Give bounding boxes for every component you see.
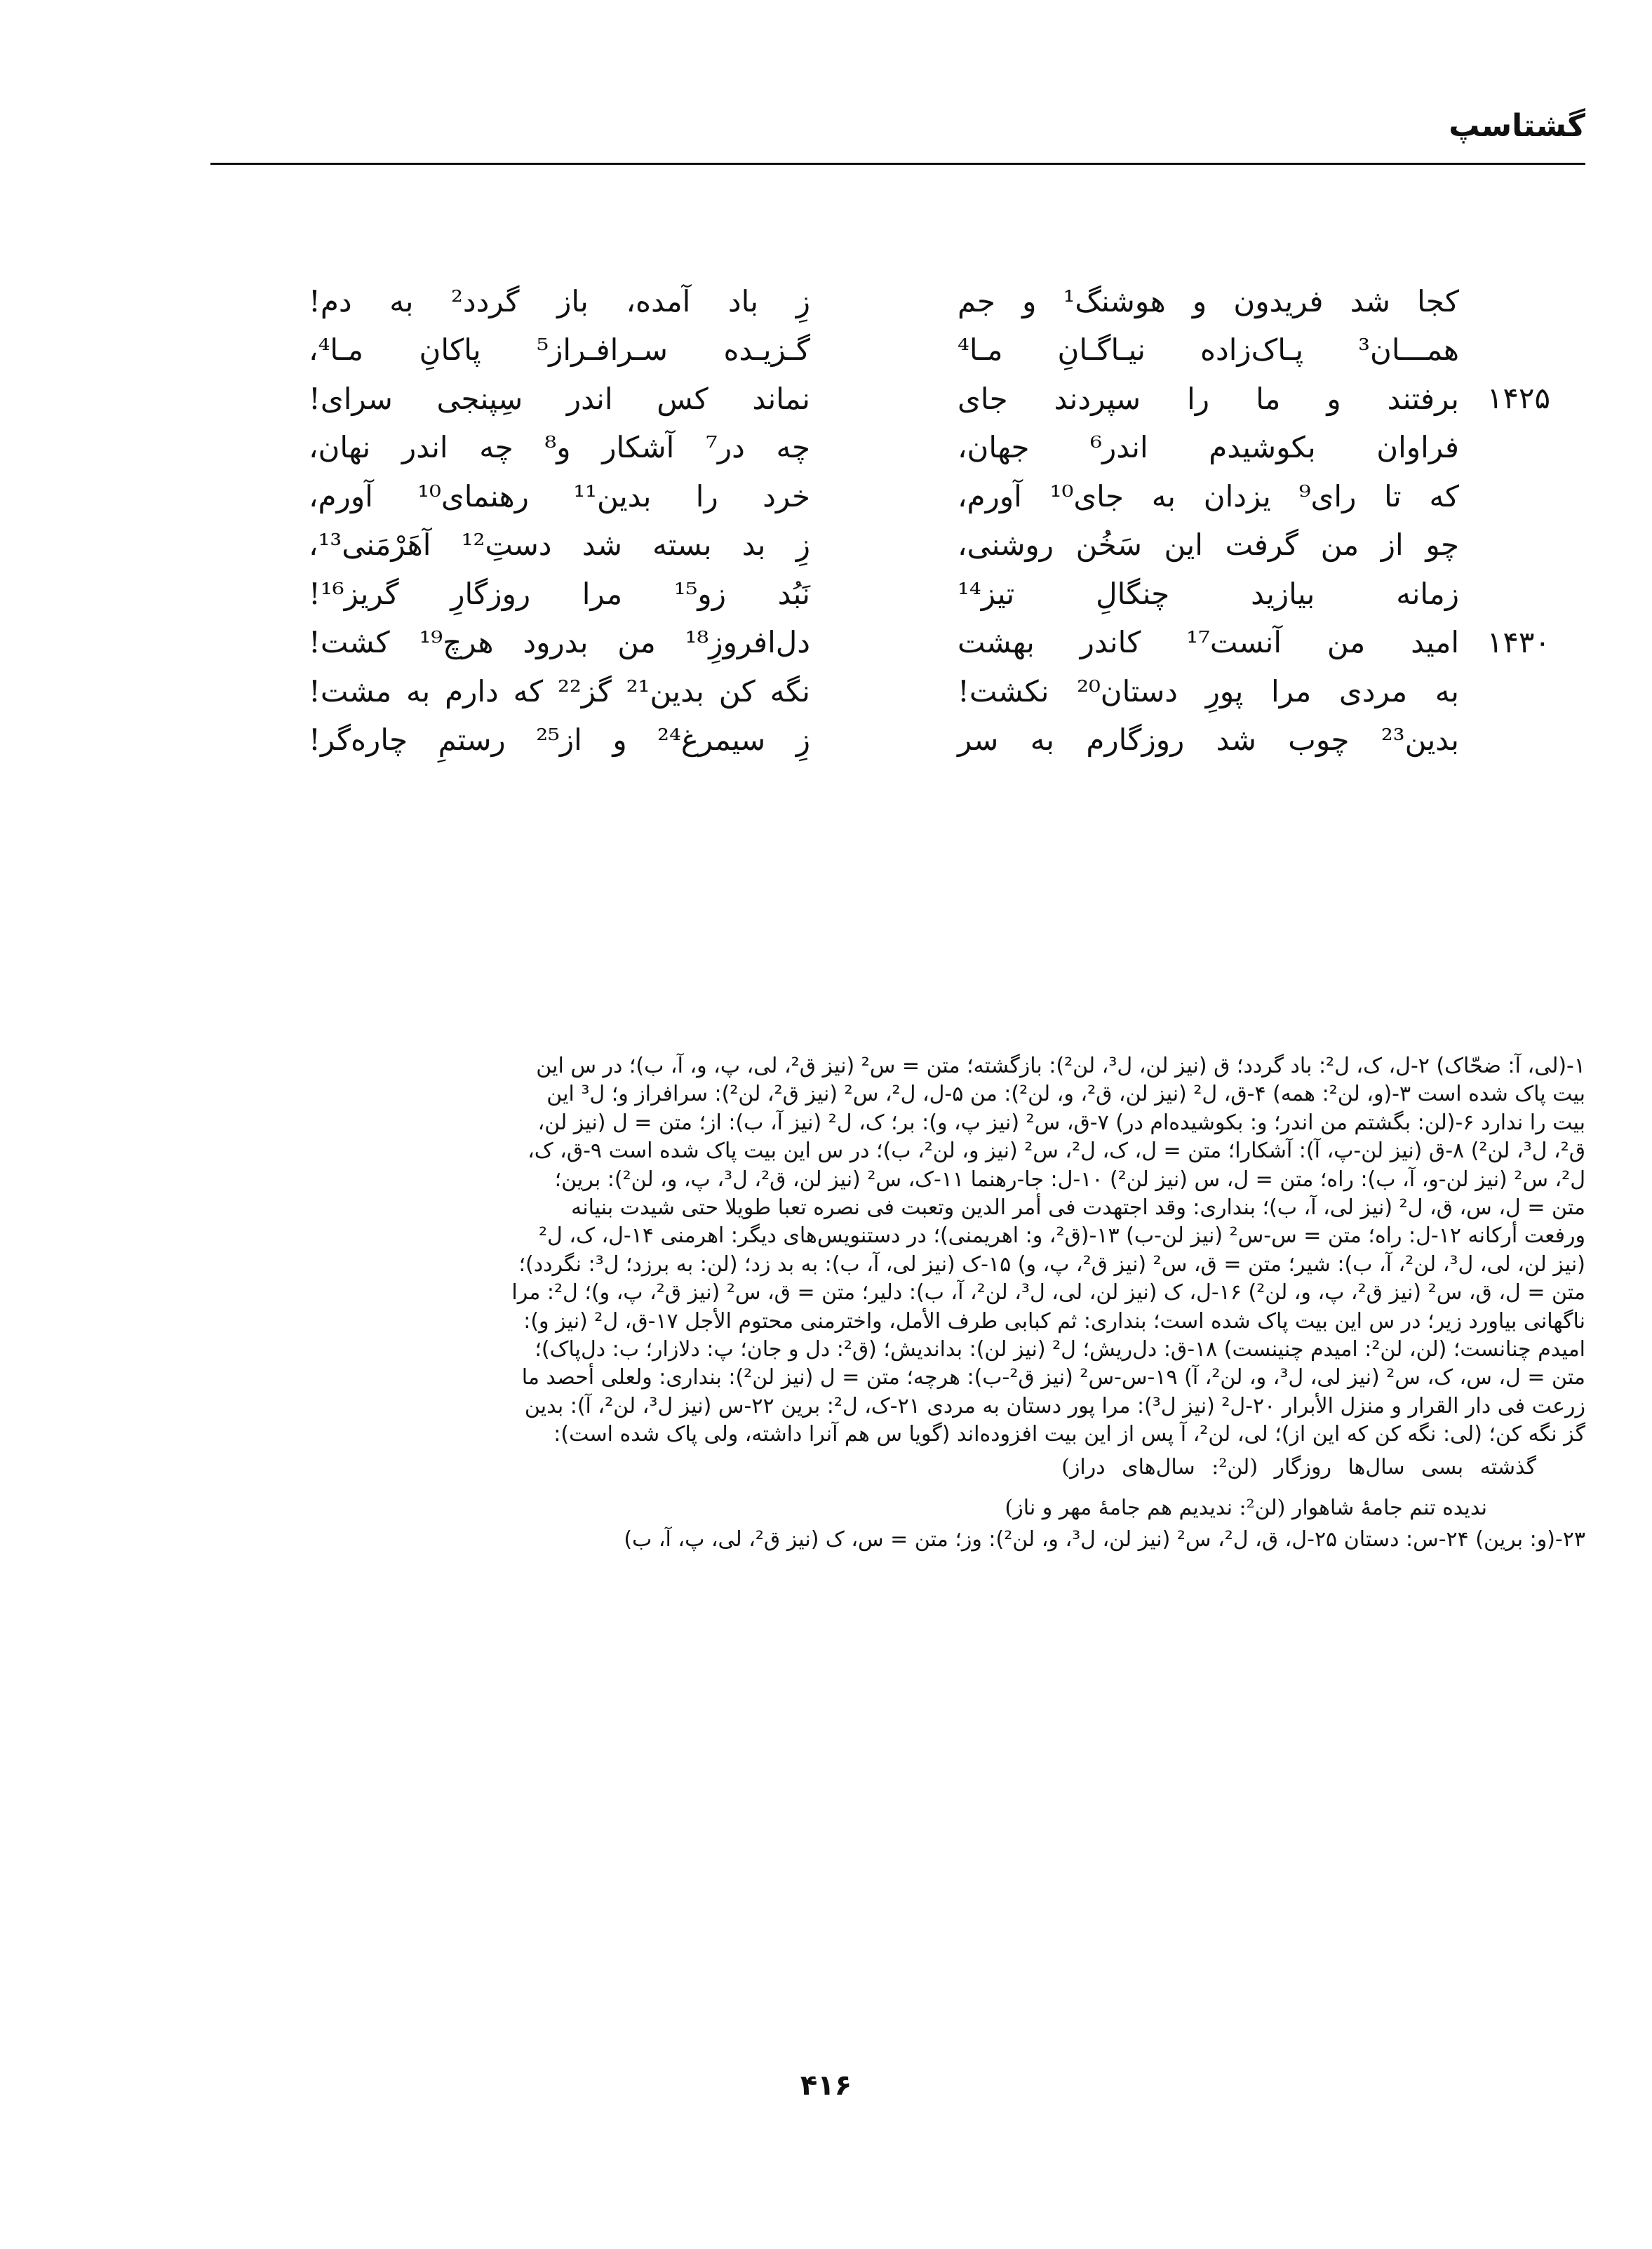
verse-row: [309, 375, 1550, 424]
footnote-line: زرعت فی دار القرار و منزل الأبرار ۲۰-ل² (نیز ل³): مرا پور دستان به مردی ۲۱-ک، ل²: برین ۲۲-س (نیز ل³، لن²، آ): بدین: [524, 1393, 1585, 1418]
hemistich-second: گـزیـده سـرافـراز⁵ پاکانِ مـا⁴،: [309, 333, 810, 368]
footnote-line: گز نگه کن؛ (لی: نگه کن که این از)؛ لی، لن²، آ پس از این بیت افزوده‌اند (گویا س هم آنرا داشته، ولی پاک شده است):: [553, 1422, 1585, 1447]
verse-row: [309, 521, 1459, 570]
verse-row: [309, 716, 1459, 765]
verse-number: ۱۴۳۰: [1486, 624, 1550, 659]
header-rule: [210, 163, 1585, 165]
verse-row: [309, 424, 1459, 473]
verse-row: [309, 277, 1459, 326]
hemistich-second: نگه کن بدین²¹ گز²² که دارم به مشت!: [309, 673, 810, 709]
hemistich-second: خرد را بدین¹¹ رهنمای¹⁰ آورم،: [309, 478, 810, 513]
page-header: [210, 105, 1585, 147]
running-title: گشتاسپ: [1449, 108, 1585, 144]
hemistich-first: چو از من گرفت این سَخُن روشنی،: [958, 528, 1459, 563]
footnote-line: ۲۳-(و: برین) ۲۴-س: دستان ۲۵-ل، ق، ل²، س² (نیز لن، ل³، و، لن²): وز؛ متن = س، ک (نیز ق²، لی، پ، آ، ب): [624, 1526, 1585, 1552]
footnote-line: بیت پاک شده است ۳-(و، لن²: همه) ۴-ق، ل² (نیز لن، ق²، و، لن²): من ۵-ل، ل²، س² (نیز ق²، لن²): سرافراز و؛ ل³ این: [546, 1082, 1585, 1107]
hemistich-second: دل‌افروزِ¹⁸ من بدرود هرچ¹⁹ کشت!: [309, 625, 810, 660]
footnote-line: ورفعت أرکانه ۱۲-ل: راه؛ متن = س-س² (نیز لن-ب) ۱۳-(ق²، و: اهریمنی)؛ در دستنویس‌های دیگر: اهرمنی ۱۴-ل، ک، ل²: [539, 1223, 1585, 1249]
hemistich-first: که تا رای⁹ یزدان به جای¹⁰ آورم،: [958, 478, 1459, 513]
hemistich-second: چه در⁷ آشکار و⁸ چه اندر نهان،: [309, 430, 810, 465]
footnote-line: بیت را ندارد ۶-(لن: بگشتم من اندر؛ و: بکوشیده‌ام در) ۷-ق، س² (نیز پ، و): بر؛ ک، ل² (نیز آ، ب): از؛ متن = ل (نیز لن،: [537, 1110, 1585, 1135]
footnote-line: متن = ل، س، ک، س² (نیز لی، ل³، و، لن²، آ) ۱۹-س-س² (نیز ق²-ب): هرچه؛ متن = ل (نیز لن²): بنداری: ولعلی أحصد ما: [521, 1365, 1585, 1390]
footnote-line: متن = ل، س، ق، ل² (نیز لی، آ، ب)؛ بنداری: وقد اجتهدت فی أمر الدین وتعبت فی نصره تعبا طویلا حتی شیدت بنیانه: [571, 1195, 1585, 1221]
footnote-line: ناگهانی بیاورد زیر؛ در س این بیت پاک شده است؛ بنداری: ثم کبابی طرف الأمل، واخترمنی محتوم الأجل ۱۷-ق، ل² (نیز و):: [523, 1308, 1585, 1334]
hemistich-second: نماند کس اندر سِپنجی سرای!: [309, 381, 810, 416]
footnote-line: (نیز لن، لی، ل³، لن²، آ، ب): شیر؛ متن = ق، س² (نیز ق²، پ، و) ۱۵-ک (نیز لی، آ، ب): به بد زد؛ (لن: به برزد؛ ل³: نگردد)؛: [518, 1251, 1585, 1277]
hemistich-first: کجا شد فریدون و هوشنگ¹ و جم: [958, 283, 1459, 318]
hemistich-first: همـــان³ پـاک‌زاده نیـاگـانِ مـا⁴: [958, 333, 1459, 368]
hemistich-first: بدین²³ چوب شد روزگارم به سر: [958, 723, 1459, 758]
footnote-line: ۱-(لی، آ: ضحّاک) ۲-ل، ک، ل²: باد گردد؛ ق (نیز لن، ل³، لن²): بازگشته؛ متن = س² (نیز ق²، لی، پ، و، آ، ب)؛ در س این: [536, 1054, 1585, 1078]
verse-row: [309, 326, 1459, 375]
verse-row: [309, 472, 1459, 521]
footnotes: [210, 1052, 1585, 1554]
footnote-added-verse: گذشته بسی سال‌ها روزگار (لن²: سال‌های دراز): [1061, 1454, 1536, 1479]
footnote-line: ل²، س² (نیز لن-و، آ، ب): راه؛ متن = ل، س (نیز لن²) ۱۰-ل: جا-رهنما ۱۱-ک، س² (نیز لن، ق²، ل³، پ، و، لن²): برین؛: [554, 1167, 1585, 1192]
hemistich-first: برفتند و ما را سپردند جای: [958, 381, 1459, 416]
hemistich-first: امید من آنست¹⁷ کاندر بهشت: [958, 625, 1459, 660]
verse-number: ۱۴۲۵: [1486, 381, 1550, 415]
hemistich-first: فراوان بکوشیدم اندر⁶ جهان،: [958, 430, 1459, 465]
hemistich-second: زِ سیمرغ²⁴ و از²⁵ رستمِ چاره‌گر!: [309, 723, 810, 758]
verse-row: [309, 619, 1550, 668]
footnote-line: متن = ل، ق، س² (نیز ق²، پ، و، لن²) ۱۶-ل، ک (نیز لن، لی، ل³، لن²، آ، ب): دلیر؛ متن = ق، س² (نیز ق²، پ، و)؛ ل²: مرا: [511, 1280, 1585, 1305]
footnote-line: ق²، ل³، لن²) ۸-ق (نیز لن-پ، آ): آشکارا؛ متن = ل، ک، ل²، س² (نیز و، لن²، ب)؛ در س این بیت پاک شده است ۹-ق، ک،: [528, 1139, 1585, 1164]
hemistich-first: زمانه بیازید چنگالِ تیز¹⁴: [958, 576, 1459, 611]
verse-block: [309, 277, 1550, 765]
hemistich-second: نَبُد زو¹⁵ مرا روزگارِ گریز¹⁶!: [309, 576, 810, 611]
verse-row: [309, 570, 1459, 619]
hemistich-second: زِ بد بسته شد دستِ¹² آهَرْمَنی¹³،: [309, 528, 810, 563]
footnote-added-verse: ندیده تنم جامهٔ شاهوار (لن²: ندیدیم هم جامهٔ مهر و ناز): [1005, 1496, 1487, 1521]
footnote-line: امیدم چنانست؛ (لن، لن²: امیدم چنینست) ۱۸-ق: دل‌ریش؛ ل² (نیز لن): بداندیش؛ (ق²: دل و جان؛ پ: دلازار؛ ب: دل‌پاک)؛: [535, 1337, 1585, 1362]
page-number: ۴۱۶: [800, 2069, 852, 2102]
verse-row: [309, 667, 1459, 716]
hemistich-second: زِ باد آمده، باز گردد² به دم!: [309, 283, 810, 318]
hemistich-first: به مردی مرا پورِ دستان²⁰ نکشت!: [958, 673, 1459, 709]
